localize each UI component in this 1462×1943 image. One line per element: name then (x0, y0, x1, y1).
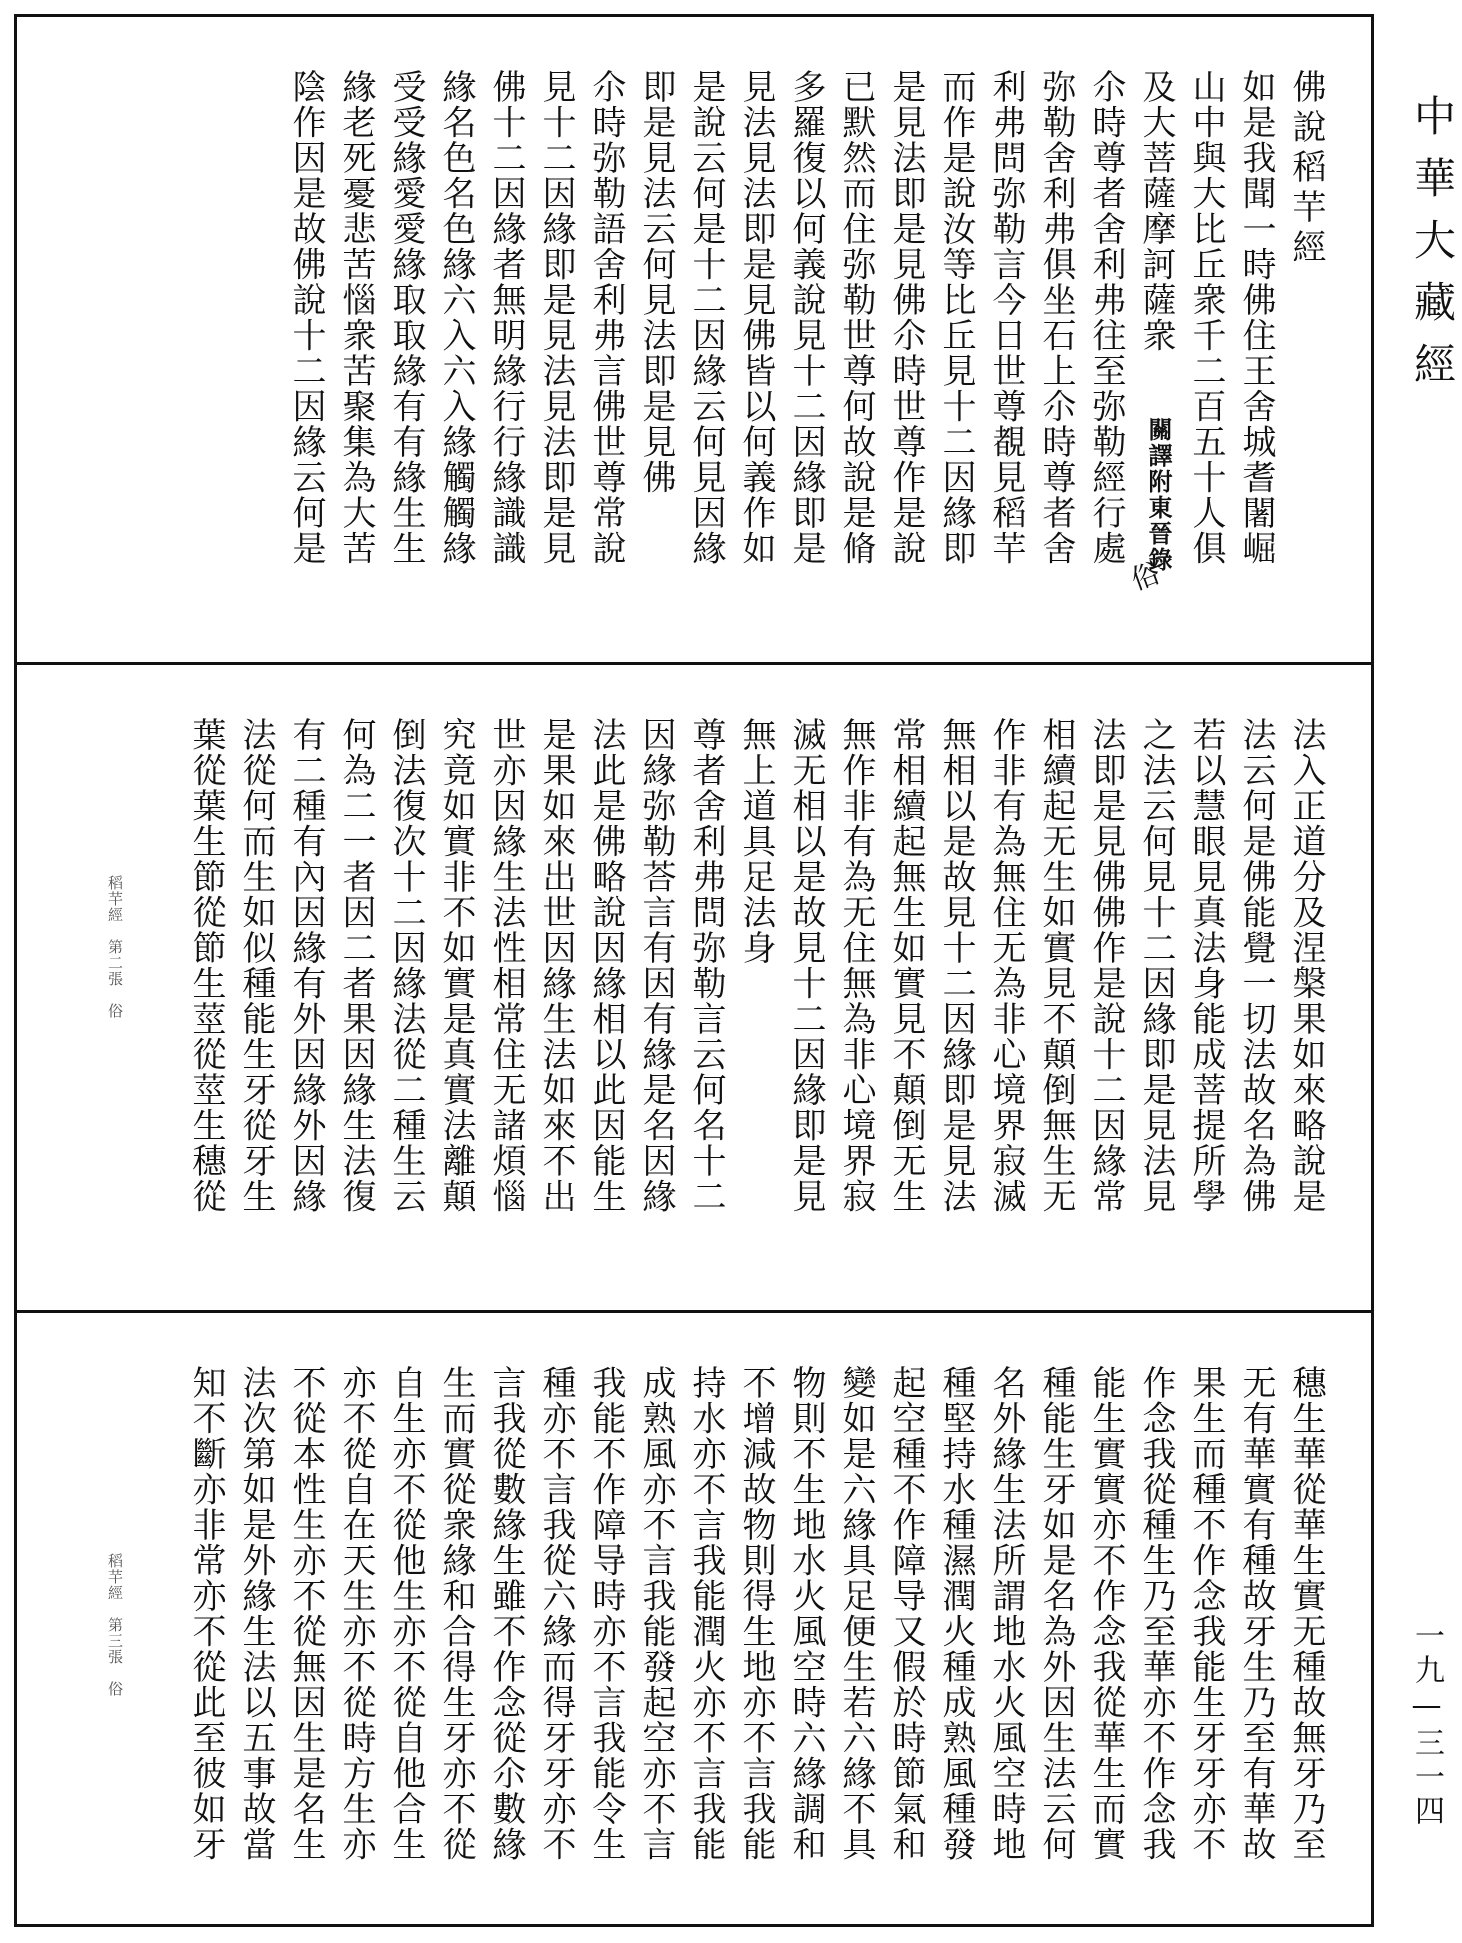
text-line: 是果如來出世因緣生法如來不出 (536, 717, 576, 1214)
panel-middle (17, 665, 1371, 1313)
text-line: 佛十二因緣者無明緣行行緣識識 (486, 69, 526, 566)
text-line: 不從本性生亦不從無因生是名生 (286, 1365, 326, 1862)
text-line: 能生實實亦不作念我從華生而實 (1086, 1365, 1126, 1862)
text-line: 受受緣愛愛緣取取緣有有緣生生 (386, 69, 426, 566)
text-line: 法從何而生如似種能生牙從牙生 (236, 717, 276, 1214)
text-line: 無作非有為无住無為非心境界寂 (836, 717, 876, 1214)
text-line: 究竟如實非不如實是真實法離顛 (436, 717, 476, 1214)
text-line: 無相以是故見十二因緣即是見法 (936, 717, 976, 1214)
text-line: 種亦不言我從六緣而得牙牙亦不 (536, 1365, 576, 1862)
text-line: 成熟風亦不言我能發起空亦不言 (636, 1365, 676, 1862)
text-line: 葉從葉生節從節生莖從莖生穗從 (186, 717, 226, 1214)
text-line: 變如是六緣具足便生若六緣不具 (836, 1365, 876, 1862)
margin-note: 稻芉經 第三張 俗 (106, 1553, 124, 1697)
text-line: 及大菩薩摩訶薩衆 (1136, 69, 1176, 353)
text-line: 尒時弥勒語舍利弗言佛世尊常說 (586, 69, 626, 566)
text-line: 倒法復次十二因緣法從二種生云 (386, 717, 426, 1214)
text-line: 言我從數緣生雖不作念從尒數緣 (486, 1365, 526, 1862)
text-line: 法次第如是外緣生法以五事故當 (236, 1365, 276, 1862)
text-line: 常相續起無生如實見不顛倒无生 (886, 717, 926, 1214)
text-line: 種能生牙如是名為外因生法云何 (1036, 1365, 1076, 1862)
panel-bottom (17, 1313, 1371, 1924)
text-columns (181, 717, 1331, 1214)
text-line: 生而實從衆緣和合得生牙亦不從 (436, 1365, 476, 1862)
text-line: 弥勒舍利弗俱坐石上尒時尊者舍 (1036, 69, 1076, 566)
text-line: 尊者舍利弗問弥勒言云何名十二 (686, 717, 726, 1214)
text-line: 名外緣生法所謂地水火風空時地 (986, 1365, 1026, 1862)
text-line: 何為二一者因二者果因緣生法復 (336, 717, 376, 1214)
signature-mark: 俗 (1126, 556, 1165, 597)
text-line: 相續起无生如實見不顛倒無生无 (1036, 717, 1076, 1214)
text-columns (181, 1365, 1331, 1862)
text-line: 緣名色名色緣六入六入緣觸觸緣 (436, 69, 476, 566)
text-line: 如是我聞一時佛住王舍城耆闍崛 (1236, 69, 1276, 566)
text-line: 多羅復以何義說見十二因緣即是 (786, 69, 826, 566)
page-number: 一九—三一四 (1409, 1620, 1444, 1829)
text-line: 種堅持水種濕潤火種成熟風種發 (936, 1365, 976, 1862)
text-line: 即是見法云何見法即是見佛 (636, 69, 676, 495)
text-line: 已默然而住弥勒世尊何故說是脩 (836, 69, 876, 566)
text-line: 作非有為無住无為非心境界寂滅 (986, 717, 1026, 1214)
text-line: 自生亦不從他生亦不從自他合生 (386, 1365, 426, 1862)
collection-title: 中華大藏經 (1408, 94, 1457, 404)
text-line: 法云何是佛能覺一切法故名為佛 (1236, 717, 1276, 1214)
text-line: 因緣弥勒荅言有因有緣是名因緣 (636, 717, 676, 1214)
text-line: 陰作因是故佛說十二因緣云何是 (286, 69, 326, 566)
text-line: 是說云何是十二因緣云何見因緣 (686, 69, 726, 566)
text-line: 山中與大比丘衆千二百五十人俱 (1186, 69, 1226, 566)
text-line: 若以慧眼見真法身能成菩提所學 (1186, 717, 1226, 1214)
page-frame (14, 14, 1374, 1927)
text-line: 知不斷亦非常亦不從此至彼如牙 (186, 1365, 226, 1862)
text-line: 法此是佛略說因緣相以此因能生 (586, 717, 626, 1214)
text-line: 亦不從自在天生亦不從時方生亦 (336, 1365, 376, 1862)
text-line: 作念我從種生乃至華亦不作念我 (1136, 1365, 1176, 1862)
panel-top (17, 17, 1371, 665)
text-line: 見法見法即是見佛皆以何義作如 (736, 69, 776, 566)
text-line: 利弗問弥勒言今日世尊覩見稻芉 (986, 69, 1026, 566)
text-line: 是見法即是見佛尒時世尊作是說 (886, 69, 926, 566)
text-line: 无有華實有種故牙生乃至有華故 (1236, 1365, 1276, 1862)
text-line: 有二種有內因緣有外因緣外因緣 (286, 717, 326, 1214)
text-line: 持水亦不言我能潤火亦不言我能 (686, 1365, 726, 1862)
text-line: 穗生華從華生實无種故無牙乃至 (1286, 1365, 1326, 1862)
text-line: 不增減故物則得生地亦不言我能 (736, 1365, 776, 1862)
text-line: 物則不生地水火風空時六緣調和 (786, 1365, 826, 1862)
text-line: 法入正道分及涅槃果如來略說是 (1286, 717, 1326, 1214)
margin-note: 稻芉經 第二張 俗 (106, 875, 124, 1019)
translator-note: 關譯附東晉錄 (1144, 417, 1173, 573)
text-line: 我能不作障导時亦不言我能令生 (586, 1365, 626, 1862)
text-line: 滅无相以是故見十二因緣即是見 (786, 717, 826, 1214)
text-line: 起空種不作障导又假於時節氣和 (886, 1365, 926, 1862)
text-line: 尒時尊者舍利弗往至弥勒經行處 (1086, 69, 1126, 566)
text-line: 見十二因緣即是見法見法即是見 (536, 69, 576, 566)
text-line: 果生而種不作念我能生牙牙亦不 (1186, 1365, 1226, 1862)
text-line: 之法云何見十二因緣即是見法見 (1136, 717, 1176, 1214)
text-line: 緣老死憂悲苦惱衆苦聚集為大苦 (336, 69, 376, 566)
sutra-title: 佛說稻芉經 (1286, 69, 1326, 269)
text-line: 無上道具足法身 (736, 717, 776, 966)
text-line: 而作是說汝等比丘見十二因緣即 (936, 69, 976, 566)
text-line: 世亦因緣生法性相常住无諸煩惱 (486, 717, 526, 1214)
text-line: 法即是見佛佛作是說十二因緣常 (1086, 717, 1126, 1214)
